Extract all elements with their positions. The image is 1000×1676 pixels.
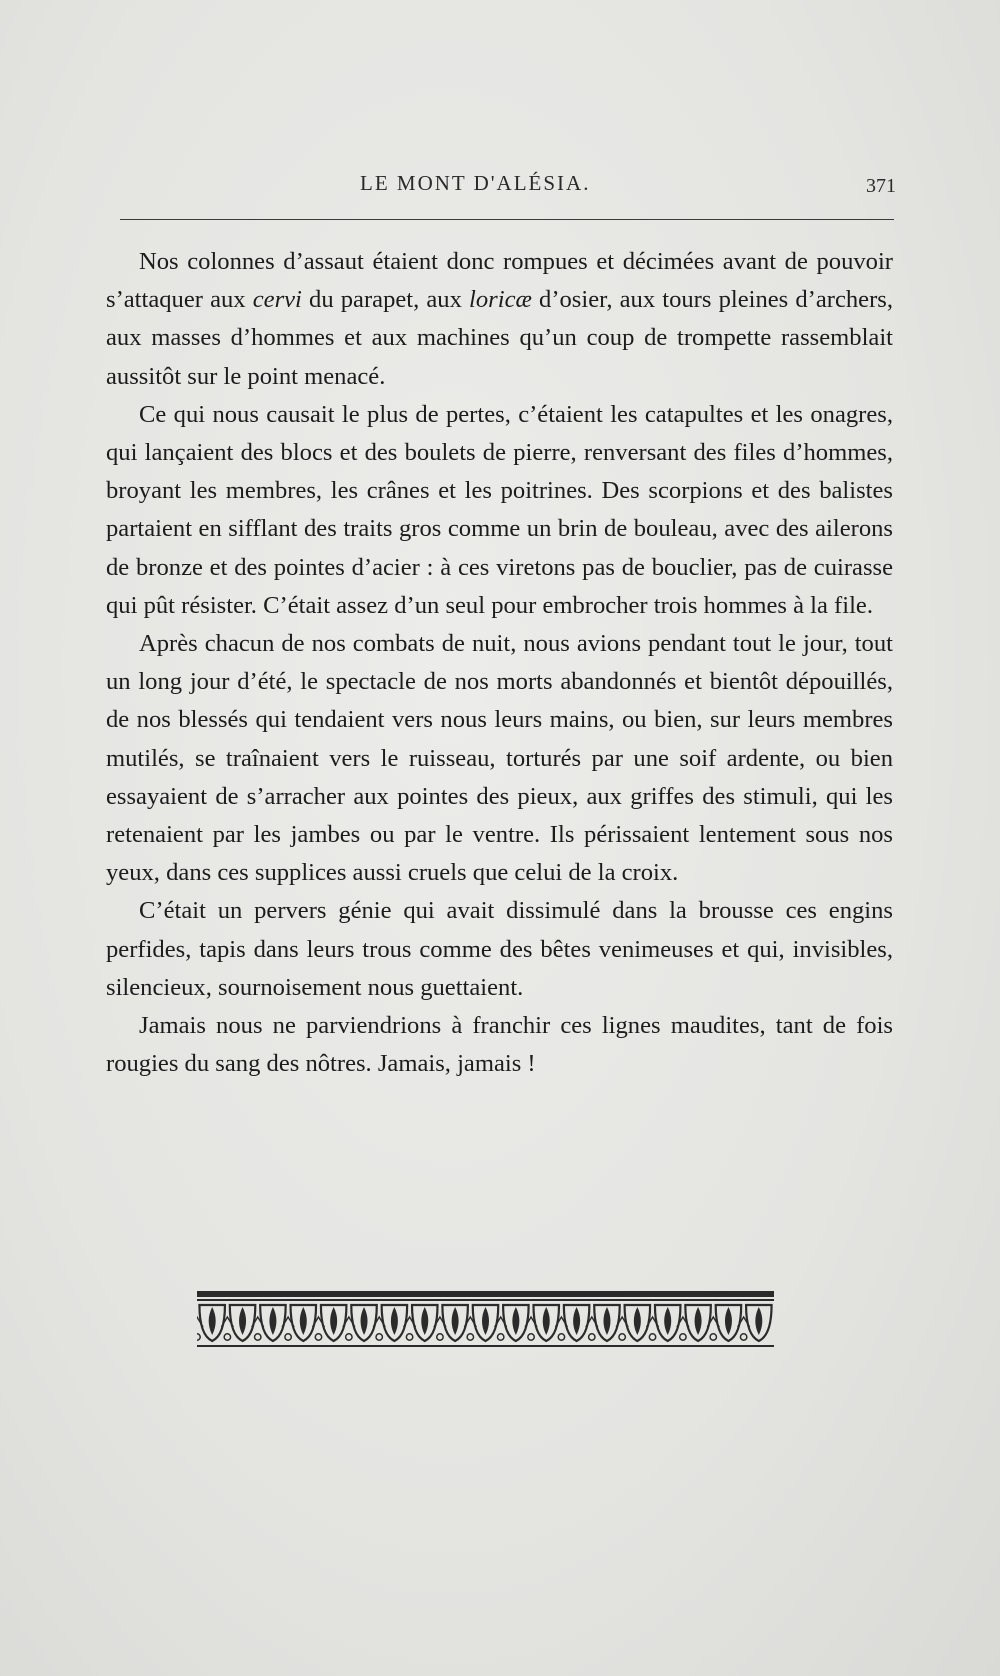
text-segment: Jamais nous ne parviendrions à franchir ces lignes maudites, tant de fois rougies du sang des nôtres. Jamais, jamais ! [106,1012,893,1078]
paragraph [106,892,893,1007]
italic-term: loricæ [469,286,532,314]
page-number: 371 [866,175,896,197]
paragraph [106,1007,893,1083]
italic-term: cervi [252,286,302,314]
tailpiece-ornament-icon [197,1291,774,1349]
paragraph [106,243,893,396]
text-segment: du parapet, aux [301,286,470,314]
paragraph [106,396,893,625]
text-segment: C’était un pervers génie qui avait dissimulé dans la brousse ces engins perfides, tapis dans leurs trous comme des bêtes venimeuses et qui, invisibles, silencieux, sournoisement nous guettaient. [106,897,893,1001]
body-text [106,243,893,1083]
header-rule [120,219,894,220]
text-segment: Après chacun de nos combats de nuit, nous avions pendant tout le jour, tout un long jour d’été, le spectacle de nos morts abandonnés et bientôt dépouillés, de nos blessés qui tendaient vers nous leurs mains, ou bien, sur leurs membres mutilés, se traînaient vers le ruisseau, torturés par une soif ardente, ou bien essayaient de s’arracher aux pointes des pieux, aux griffes des stimuli, qui les retenaient par les jambes ou par le ventre. Ils périssaient lentement sous nos yeux, dans ces supplices aussi cruels que celui de la croix. [106,630,893,887]
page-header [120,165,910,205]
text-segment: d’osier, aux tours pleines d’archers, aux masses d’hommes et aux machines qu’un coup de trompette rassemblait aussitôt sur le point menacé. [106,286,893,390]
paragraph [106,625,893,892]
text-segment: Nos colonnes d’assaut étaient donc rompues et décimées avant de pouvoir s’attaquer aux [106,248,893,314]
running-title: LE MONT D'ALÉSIA. [360,171,591,195]
text-segment: Ce qui nous causait le plus de pertes, c’étaient les catapultes et les onagres, qui lançaient des blocs et des boulets de pierre, renversant des files d’hommes, broyant les membres, les crânes et les poitrines. Des scorpions et des balistes partaient en sifflant des traits gros comme un brin de bouleau, avec des ailerons de bronze et des pointes d’acier : à ces viretons pas de bouclier, pas de cuirasse qui pût résister. C’était assez d’un seul pour embrocher trois hommes à la file. [106,400,893,619]
